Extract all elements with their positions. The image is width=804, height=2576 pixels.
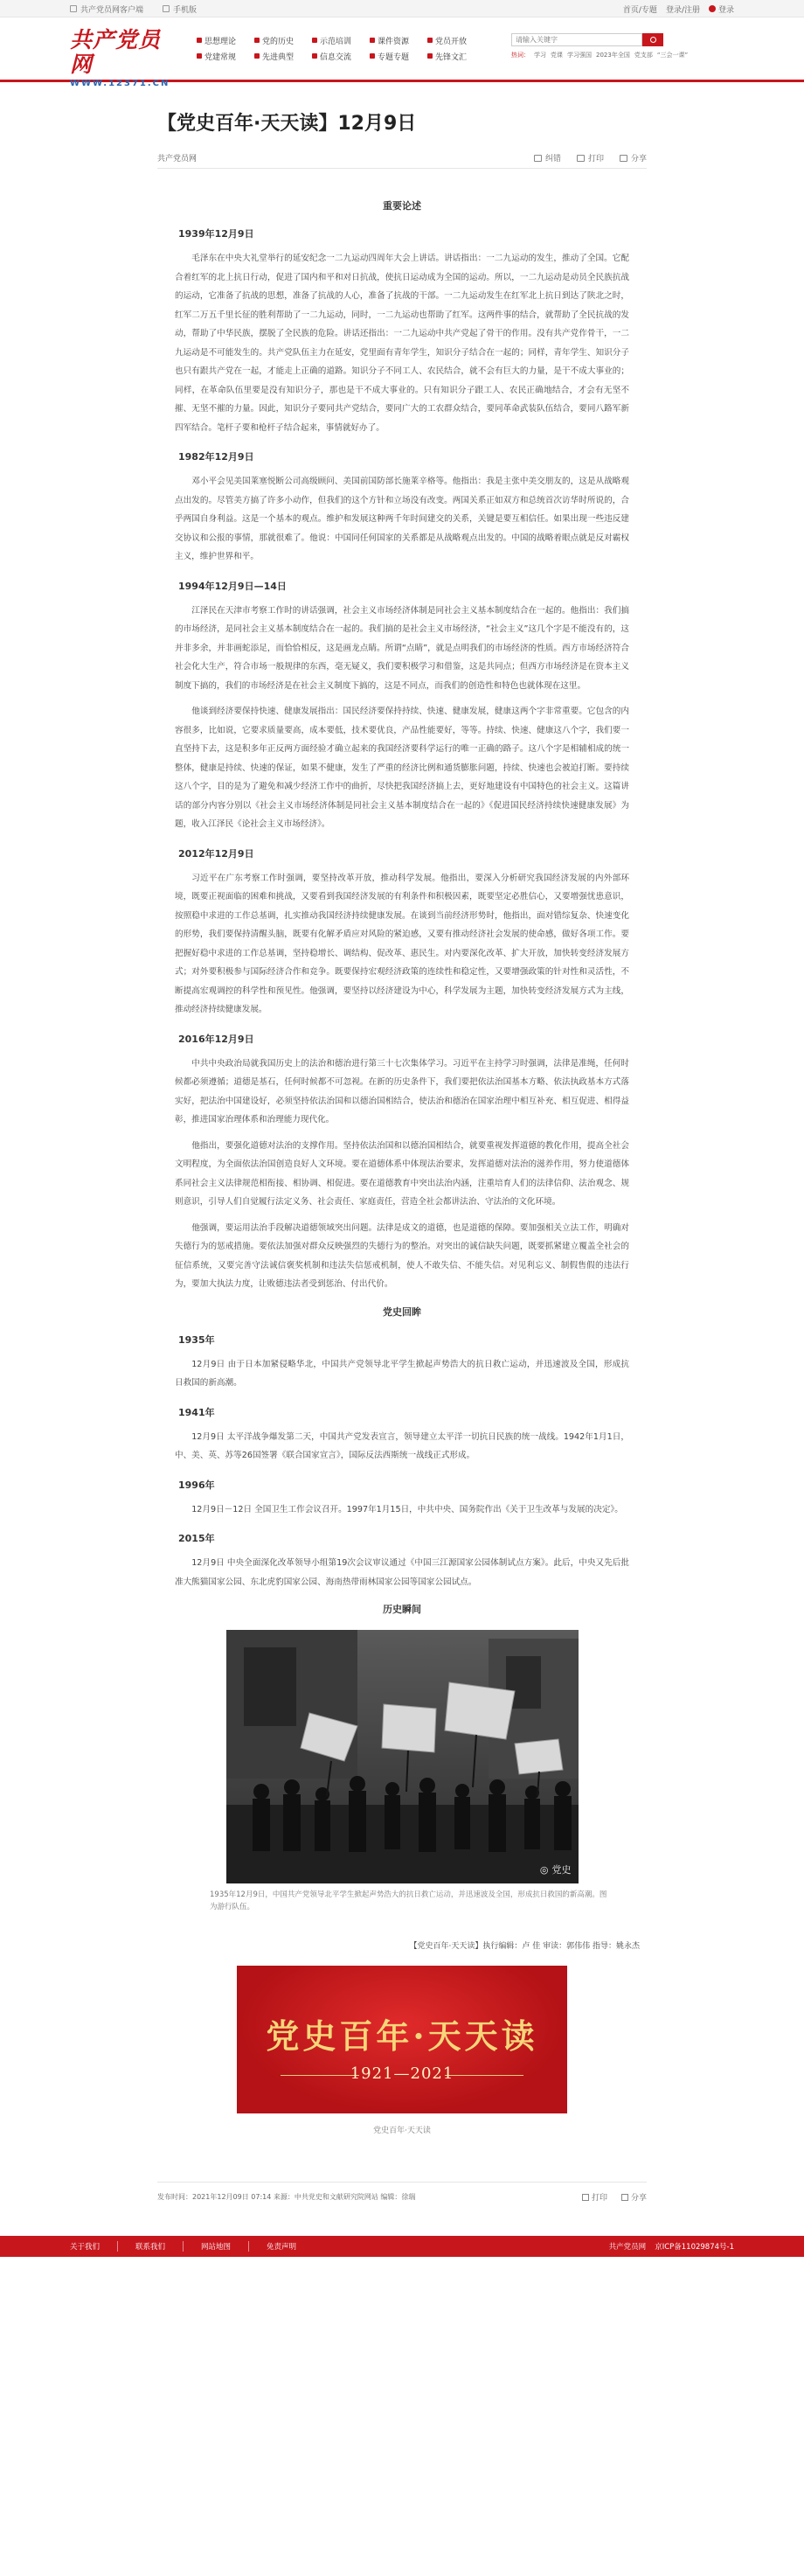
photo-caption: 1935年12月9日，中国共产党领导北平学生掀起声势浩大的抗日救亡运动，并迅速波及全国，形成抗日救国的新高潮。图为游行队伍。 [210, 1890, 607, 1911]
nav-label[interactable]: 党建常规 [204, 52, 237, 62]
nav-bullet-icon [312, 53, 317, 59]
entry-paragraph: 他指出，要强化道德对法治的支撑作用。坚持依法治国和以德治国相结合，就要重视发挥道德的教化作用，提高全社会文明程度，为全面依法治国创造良好人文环境。要在道德体系中体现法治要求，发挥道德对法治的滋养作用，努力使道德体系同社会主义法律规范相衔接、相协调、相促进。要在道德教育中突出法治内涵，注重培育人们的法律信仰、法治观念、规则意识，引导人们自觉履行法定义务、社会责任、家庭责任，营造全社会都讲法治、守法治的文化环境。 [175, 1140, 629, 1207]
nav-label[interactable]: 课件资源 [378, 37, 410, 46]
nav-bullet-icon [427, 53, 433, 59]
login-link[interactable] [709, 3, 734, 15]
historical-photo [226, 1630, 579, 1883]
logo-text[interactable]: 共产党员网 [70, 27, 162, 77]
nav-item-theory[interactable] [197, 35, 254, 45]
nav-bullet-icon [254, 38, 260, 43]
entry-paragraph: 12月9日－12日 全国卫生工作会议召开。1997年1月15日，中共中央、国务院作出《关于卫生改革与发展的决定》。 [191, 1504, 623, 1514]
hot-words-label: 热词： [511, 52, 530, 59]
banner-caption: 党史百年·天天读 [373, 2127, 431, 2135]
wechat-icon: ◎ [539, 1863, 549, 1876]
article [157, 111, 647, 2203]
entry-paragraph: 中共中央政治局就我国历史上的法治和德治进行第三十七次集体学习。习近平在主持学习时强调，法律是准绳，任何时候都必须遵循；道德是基石，任何时候都不可忽视。在新的历史条件下，我们要把依法治国基本方略、依法执政基本方式落实好，把法治中国建设好，必须坚持依法治国和以德治国相结合，使法治和德治在国家治理中相互补充、相互促进、相得益彰，推进国家治理体系和治理能力现代化。 [175, 1058, 629, 1124]
print-icon [577, 155, 585, 162]
nav-item-routine[interactable] [197, 51, 254, 61]
nav-item-courseware[interactable] [370, 35, 427, 45]
tool-label[interactable]: 打印 [587, 155, 604, 164]
nav-item-topics[interactable] [370, 51, 427, 61]
article-tools [534, 152, 647, 164]
entry-paragraph: 12月9日 太平洋战争爆发第二天，中国共产党发表宣言，领导建立太平洋一切抗日民族的统一战线。1942年1月1日，中、美、英、苏等26国签署《联合国家宣言》，国际反法西斯统一战线正式形成。 [175, 1431, 629, 1460]
search-icon [650, 37, 656, 43]
article-title: 【党史百年·天天读】12月9日 [157, 113, 417, 135]
publish-info: 发布时间：2021年12月09日 07:14 来源：中共党史和文献研究院网站 编辑：徐瑞 [157, 2193, 416, 2201]
hot-words [511, 51, 688, 59]
print-icon [582, 2194, 589, 2201]
share-button[interactable] [620, 152, 647, 164]
share-icon [620, 155, 627, 162]
entry-paragraph: 12月9日 由于日本加紧侵略华北，中国共产党领导北平学生掀起声势浩大的抗日救亡运动，并迅速波及全国，形成抗日救国的新高潮。 [175, 1359, 629, 1388]
print-button[interactable] [577, 152, 604, 164]
footer-print-button[interactable] [582, 2191, 607, 2203]
entry-paragraph: 习近平在广东考察工作时强调，要坚持改革开放，推动科学发展。他指出，要深入分析研究我国经济发展的内外部环境，既要正视面临的困难和挑战，又要看到我国经济发展的有利条件和积极因素，既要坚定必胜信心，又要增强忧患意识，按照稳中求进的工作总基调，扎实推动我国经济持续健康发展。在谈到当前经济形势时，他指出，面对错综复杂、快速变化的形势，我们要保持清醒头脑，既要有化解矛盾应对风险的紧迫感，又要有推动经济社会发展的使命感，做好各项工作。要把握好稳中求进的工作总基调，坚持稳增长、调结构、促改革、惠民生。对内要深化改革、扩大开放，加快转变经济发展方式；对外要积极参与国际经济合作和竞争。既要保持宏观经济政策的连续性和稳定性，又要增强政策的针对性和灵活性，不断提高宏观调控的科学性和预见性。他强调，要坚持以经济建设为中心，科学发展为主题，加快转变经济发展方式为主线，推动经济持续健康发展。 [175, 873, 629, 1014]
logo-url[interactable]: WWW.12371.CN [70, 79, 170, 88]
footer-link-sitemap[interactable]: 网站地图 [184, 2241, 249, 2252]
nav-bullet-icon [197, 38, 202, 43]
tool-label[interactable]: 分享 [630, 2194, 647, 2203]
search-box [511, 33, 663, 46]
nav-item-models[interactable] [254, 51, 312, 61]
entry-date: 1941年 [178, 1406, 215, 1418]
section-title-review: 党史回眸 [383, 1305, 421, 1318]
nav-bullet-icon [370, 53, 375, 59]
hot-word[interactable]: “三会一课” [656, 52, 689, 59]
watermark-text: 党史 [551, 1864, 572, 1876]
entry-paragraph: 江泽民在天津市考察工作时的讲话强调，社会主义市场经济体制是同社会主义基本制度结合在一起的。他指出：我们搞的市场经济，是同社会主义基本制度结合在一起的。我们搞的是社会主义市场经济，“社会主义”这几个字是不能没有的，这并非多余，并非画蛇添足，而恰恰相反，这是画龙点睛。所谓“点睛”，就是点明我们的市场经济的性质。西方市场经济符合社会化大生产，符合市场一般规律的东西，毫无疑义，我们要积极学习和借鉴，这是共同点；但西方市场经济是在资本主义制度下搞的，我们的市场经济是在社会主义制度下搞的，这是不同点，而我们的创造性和特色也就体现在这里。 [175, 605, 629, 691]
entry-paragraph: 他强调，要运用法治手段解决道德领域突出问题。法律是成文的道德，也是道德的保障。要加强相关立法工作，明确对失德行为的惩戒措施。要依法加强对群众反映强烈的失德行为的整治。对突出的诚信缺失问题，既要抓紧建立覆盖全社会的征信系统，又要完善守法诚信褒奖机制和违法失信惩戒机制，使人不敢失信、不能失信。对见利忘义、制假售假的违法行为，要加大执法力度，让败德违法者受到惩治、付出代价。 [175, 1222, 629, 1289]
login-label[interactable]: 登录 [717, 5, 734, 15]
tool-label[interactable]: 分享 [630, 155, 647, 164]
share-icon [621, 2194, 628, 2201]
nav-item-exchange[interactable] [312, 51, 370, 61]
entry-paragraph: 邓小平会见美国莱塞悦断公司高级顾问、美国前国防部长施莱辛格等。他指出：我是主张中美交朋友的，这是从战略观点出发的。尽管美方搞了许多小动作，但我们的这个方针和立场没有改变。两国关系正如双方和总统首次访华时所说的，合乎两国自身利益。这是一个基本的观点。维护和发展这种两千年时间建交的关系，关键是要互相信任。如果出现一些违反建交协议和公报的事情，那就很难了。他说：中国同任何国家的关系都是从战略观点出发的。中国的战略着眼点就是反对霸权主义，维护世界和平。 [175, 477, 629, 561]
entry-date: 1939年12月9日 [178, 228, 254, 240]
nav-label[interactable]: 党的历史 [262, 37, 295, 46]
hot-word[interactable]: 2023年全国 [596, 52, 630, 59]
tool-label[interactable]: 纠错 [544, 155, 561, 164]
footer-link-contact[interactable]: 联系我们 [118, 2241, 184, 2252]
article-meta [157, 151, 647, 169]
entry-date: 1982年12月9日 [178, 451, 254, 463]
photo-watermark [540, 1862, 572, 1876]
entry-date: 2016年12月9日 [178, 1033, 254, 1045]
register-link[interactable]: 登录/注册 [665, 5, 700, 15]
app-icon [70, 5, 77, 12]
site-footer [0, 2236, 804, 2257]
top-utility-bar [0, 0, 804, 17]
article-footer-meta [157, 2182, 647, 2203]
footer-share-button[interactable] [621, 2191, 647, 2203]
nav-label[interactable]: 信息交流 [320, 52, 352, 62]
entry-date: 2015年 [178, 1533, 215, 1544]
nav-item-culture[interactable] [427, 51, 485, 61]
mobile-link-label[interactable]: 手机版 [173, 5, 198, 15]
nav-bullet-icon [197, 53, 202, 59]
main-nav [197, 35, 485, 61]
entry-date: 2012年12月9日 [178, 847, 254, 860]
footer-icp[interactable]: 京ICP备11029874号-1 [655, 2243, 734, 2252]
tool-label[interactable]: 打印 [591, 2194, 607, 2203]
site-header [0, 17, 804, 88]
entry-paragraph: 12月9日 中央全面深化改革领导小组第19次会议审议通过《中国三江源国家公园体制试点方案》。此后，中央又先后批准大熊猫国家公园、东北虎豹国家公园、海南热带雨林国家公园等国家公园试点。 [175, 1558, 629, 1587]
nav-label[interactable]: 先进典型 [262, 52, 295, 62]
search-button[interactable] [642, 33, 663, 46]
entry-paragraph: 毛泽东在中央大礼堂举行的延安纪念一二九运动四周年大会上讲话。讲话指出：一二九运动的发生，推动了全国。它配合着红军的北上抗日行动，促进了国内和平和对日抗战，使抗日运动成为全国的运动。所以，一二九运动是动员全民族抗战的运动，它准备了抗战的思想，准备了抗战的人心，准备了抗战的干部。一二九运动发生在红军北上抗日到达了陕北之时，红军二万五千里长征的胜利帮助了一二九运动，同时，一二九运动也帮助了红军。这两件事的结合，就帮助了全民抗战的发动，帮助了中华民族，摆脱了全民族的危险。讲话还指出：一二九运动中共产党起了骨干的作用。没有共产党作骨干，一二九运动是不可能发生的。共产党队伍主力在延安，党里面有青年学生，知识分子结合在一起的；同样，青年学生、知识分子也只有跟共产党在一起，才能走上正确的道路。知识分子不同工人、农民结合，就不会有巨大的力量，是干不成大事业的；同样，在革命队伍里要是没有知识分子，那也是干不成大事业的。只有知识分子跟工人、农民正确地结合，才会有无坚不摧、无坚不摧的力量。因此，知识分子要同共产党结合，要同广大的工农群众结合，要同革命武装队伍结合，要同八路军新四军结合。笔杆子要和枪杆子结合起来，事情就好办了。 [175, 254, 629, 433]
footer-link-about[interactable]: 关于我们 [70, 2241, 118, 2252]
entry-date: 1935年 [178, 1333, 215, 1346]
user-icon [709, 5, 716, 12]
nav-label[interactable]: 党员开放 [435, 37, 468, 46]
client-link-label[interactable]: 共产党员网客户端 [80, 5, 144, 15]
nav-label[interactable]: 示范培训 [320, 37, 352, 46]
section-title-moment: 历史瞬间 [383, 1604, 421, 1615]
editor-credits: 【党史百年·天天读】执行编辑：卢 佳 审读：郭伟伟 指导：姚永杰 [409, 1942, 640, 1951]
banner-title: 党史百年·天天读 [266, 2016, 538, 2056]
footer-link-disclaimer[interactable]: 免责声明 [267, 2243, 297, 2252]
site-logo[interactable] [70, 27, 180, 88]
entry-date: 1994年12月9日—14日 [178, 580, 287, 592]
hot-word[interactable]: 学习强国 [567, 52, 592, 59]
nav-label[interactable]: 专题专题 [378, 52, 410, 62]
hot-word[interactable]: 党课 [551, 52, 563, 59]
mobile-link[interactable] [163, 3, 197, 15]
article-source: 共产党员网 [157, 155, 198, 164]
article-body [157, 169, 647, 2203]
nav-bullet-icon [427, 38, 433, 43]
section-title-important: 重要论述 [383, 200, 421, 212]
nav-bullet-icon [312, 38, 317, 43]
footer-tools [582, 2191, 647, 2203]
home-topic-link[interactable]: 首页/专题 [622, 5, 657, 15]
edit-icon [534, 155, 542, 162]
hot-word[interactable]: 党支部 [634, 52, 653, 59]
series-banner [237, 1966, 567, 2113]
search-input[interactable] [511, 33, 642, 46]
banner-years: 1921—2021 [350, 2064, 454, 2083]
footer-site-name: 共产党员网 [608, 2243, 647, 2252]
report-error-button[interactable] [534, 152, 561, 164]
nav-item-open[interactable] [427, 35, 485, 45]
entry-date: 1996年 [178, 1479, 215, 1491]
nav-label[interactable]: 思想理论 [204, 37, 237, 46]
photo-art [226, 1630, 579, 1883]
nav-item-history[interactable] [254, 35, 312, 45]
entry-paragraph: 他谈到经济要保持快速、健康发展指出：国民经济要保持持续、快速、健康发展，健康这两个字非常重要。它包含的内容很多，比如说，它要求质量要高，成本要低，技术要优良，产品性能要好，等等。持续、快速、健康这八个字，我们要一直坚持下去，这是积多年正反两方面经验才确立起来的我国经济要科学运行的唯一正确的路子。这八个字是相辅相成的统一整体，健康是持续、快速的保证，如果不健康，发生了严重的经济比例和通货膨胀问题，持续、快速也会被迫打断。要持续这八个字，目的是为了避免和减少经济工作中的曲折，尽快把我国经济搞上去，更好地建设有中国特色的社会主义。这篇讲话的部分内容分别以《社会主义市场经济体制是同社会主义基本制度结合在一起的》《促进国民经济持续快速健康发展》为题，收入江泽民《论社会主义市场经济》。 [175, 707, 629, 829]
nav-bullet-icon [254, 53, 260, 59]
nav-label[interactable]: 先锋文汇 [435, 52, 468, 62]
phone-icon [163, 5, 170, 12]
nav-item-training[interactable] [312, 35, 370, 45]
hot-word[interactable]: 学习 [534, 52, 546, 59]
client-link[interactable] [70, 3, 143, 15]
nav-bullet-icon [370, 38, 375, 43]
